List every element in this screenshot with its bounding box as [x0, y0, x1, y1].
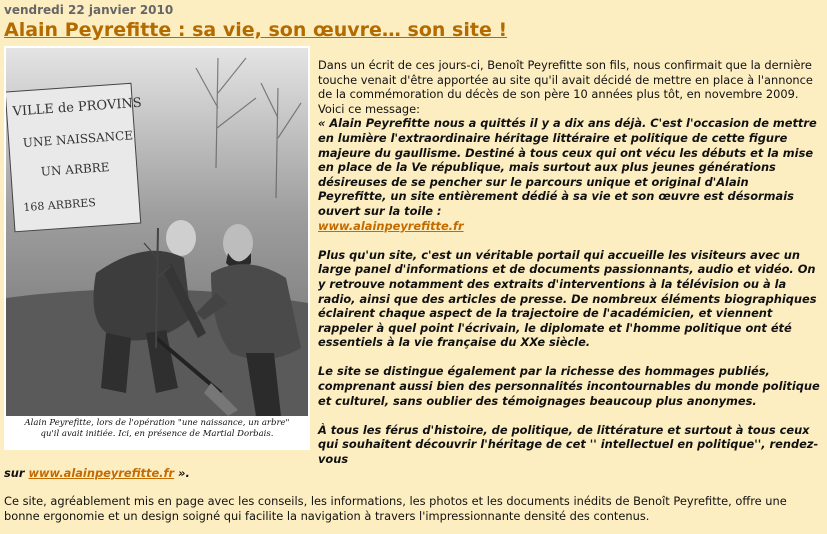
photo-caption — [6, 418, 308, 440]
closing-paragraph: Ce site, agréablement mis en page avec les conseils, les informations, les photos et les documents inédits de Benoît Peyrefitte, offre une bonne ergonomie et un design soigné qui facilite la navigation à travers l'impressionnante densité des contenus. — [4, 494, 787, 523]
quote-paragraph-4: À tous les férus d'histoire, de politique, de littérature et surtout à tous ceux qui souhaitent découvrir l'héritage de cet '' intellectuel en politique'', rendez-vous — [318, 422, 819, 467]
site-link-1[interactable]: www.alainpeyrefitte.fr — [318, 218, 464, 233]
caption-line-2: qu'il avait initiée. Ici, en présence de Martial Dorbais. — [40, 429, 274, 439]
quote-paragraph-3: Le site se distingue également par la richesse des hommages publiés, comprenant aussi bien des personnalités incontournables du monde politique et culturel, sans oublier des témoignages beaucoup plus anonymes. — [318, 364, 820, 408]
svg-text:UN ARBRE: UN ARBRE — [40, 160, 110, 179]
site-link-2[interactable]: www.alainpeyrefitte.fr — [28, 466, 175, 480]
svg-text:168 ARBRES: 168 ARBRES — [22, 196, 97, 215]
quote-1-text: « Alain Peyrefitte nous a quittés il y a dix ans déjà. C'est l'occasion de mettre en lumière l'extraordinaire héritage littéraire et politique de cette figure majeure du gaullisme. Destiné à tous ceux qui ont vécu les débuts et la mise en place de la Ve république, mais surtout aux plus jeunes générations désireuses de se pencher sur le parcours unique et original d'Alain Peyrefitte, un site entièrement dédié à sa vie et son œuvre est désormais ouvert sur la toile : — [318, 116, 817, 218]
intro-paragraph: Dans un écrit de ces jours-ci, Benoît Peyrefitte son fils, nous confirmait que la dernière touche venait d'être apportée au site qu'il avait décidé de mettre en place à l'annonce de la commémoration du décès de son père 10 années plus tôt, en novembre 2009. — [318, 58, 813, 102]
photo-illustration — [6, 48, 308, 416]
closing-block — [4, 494, 820, 523]
quote-4-end — [4, 466, 820, 481]
svg-text:VILLE de PROVINS: VILLE de PROVINS — [12, 95, 143, 120]
quote-4-prefix: sur — [4, 466, 25, 480]
caption-line-1: Alain Peyrefitte, lors de l'opération "une naissance, un arbre" — [24, 418, 290, 428]
post-photo — [6, 48, 308, 416]
post-body — [318, 58, 820, 467]
svg-text:UNE NAISSANCE: UNE NAISSANCE — [22, 128, 134, 150]
post-date: vendredi 22 janvier 2010 — [4, 3, 174, 17]
quote-paragraph-2: Plus qu'un site, c'est un véritable portail qui accueille les visiteurs avec un large panel d'informations et de documents passionnants, audio et vidéo. On y retrouve notamment des extraits d'interventions à la télévision ou à la radio, ainsi que des articles de presse. De nombreux éléments biographiques éclairent chaque aspect de la trajectoire de l'académicien, et viennent rappeler à quel point l'écrivain, le diplomate et l'homme politique ont été essentiels à la vie française du XXe siècle. — [318, 247, 817, 350]
post-figure — [4, 46, 310, 450]
post-title[interactable]: Alain Peyrefitte : sa vie, son œuvre… son site ! — [4, 19, 508, 41]
quote-paragraph-1 — [318, 116, 820, 233]
voici-line: Voici ce message: — [318, 101, 421, 116]
quote-4-suffix: ». — [178, 466, 190, 480]
